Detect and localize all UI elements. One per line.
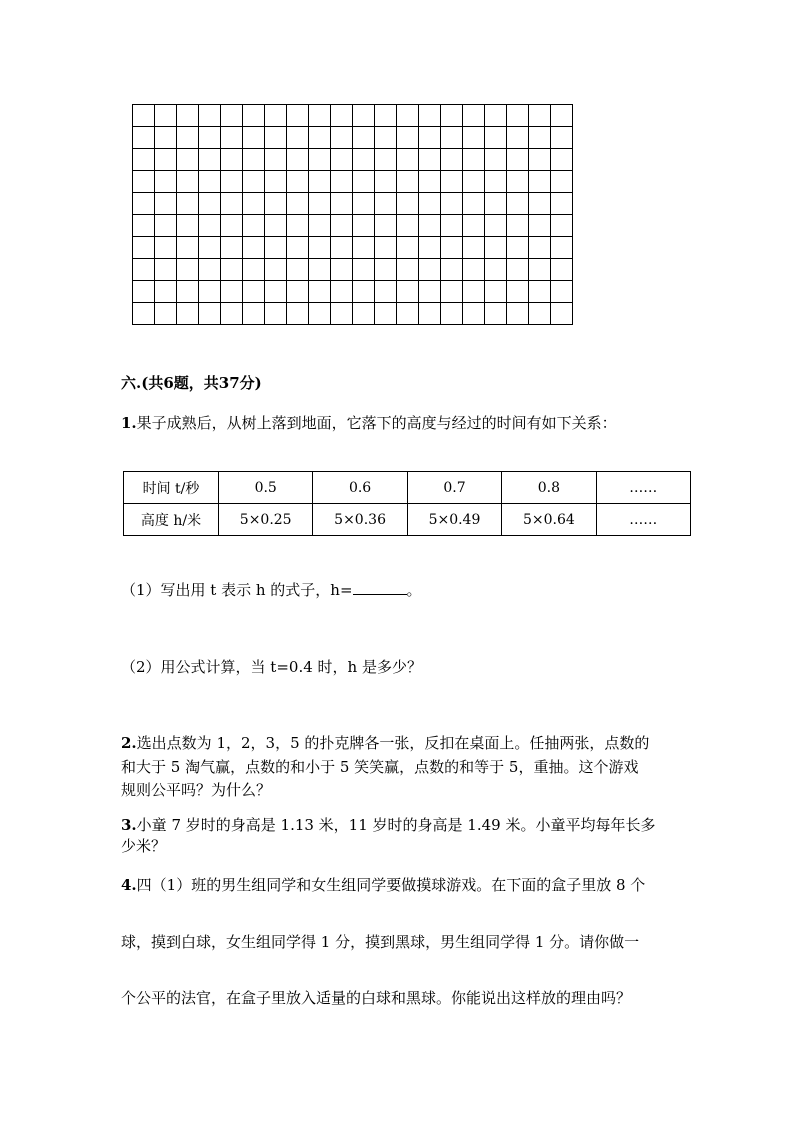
question-3-line-1 <box>121 815 655 835</box>
question-4-line-1 <box>121 875 645 895</box>
table-cell: …… <box>596 504 690 536</box>
question-2-line-1 <box>121 733 649 753</box>
table-cell: 0.8 <box>502 472 596 504</box>
table-cell: 5×0.25 <box>219 504 313 536</box>
question-1-text: 果子成熟后，从树上落到地面，它落下的高度与经过的时间有如下关系： <box>136 414 617 432</box>
question-3-number: 3. <box>121 816 137 834</box>
table-cell: 高度 h/米 <box>124 504 219 536</box>
question-3-line-2: 少米？ <box>121 837 167 855</box>
table-row <box>124 504 691 536</box>
section-title: 六.(共6题，共37分) <box>121 374 262 392</box>
table-cell: …… <box>596 472 690 504</box>
question-2-text: 选出点数为 1，2，3，5 的扑克牌各一张，反扣在桌面上。任抽两张，点数的 <box>136 734 650 752</box>
table-cell: 0.7 <box>407 472 501 504</box>
question-4-line-2: 球，摸到白球，女生组同学得 1 分，摸到黑球，男生组同学得 1 分。请你做一 <box>121 933 640 951</box>
table-cell: 5×0.36 <box>313 504 407 536</box>
question-4-text: 四（1）班的男生组同学和女生组同学要做摸球游戏。在下面的盒子里放 8 个 <box>136 876 646 894</box>
question-3-text: 小童 7 岁时的身高是 1.13 米，11 岁时的身高是 1.49 米。小童平均每年长多 <box>136 816 656 834</box>
question-2-number: 2. <box>121 734 137 752</box>
question-1-number: 1. <box>121 414 137 432</box>
table-cell: 0.6 <box>313 472 407 504</box>
question-2-line-2: 和大于 5 淘气赢，点数的和小于 5 笑笑赢，点数的和等于 5，重抽。这个游戏 <box>121 758 639 776</box>
time-height-table <box>123 471 691 536</box>
subquestion-1-text: （1）写出用 t 表示 h 的式子，h= <box>121 581 353 599</box>
subquestion-2: （2）用公式计算，当 t=0.4 时，h 是多少？ <box>121 658 422 676</box>
square-grid <box>132 104 573 325</box>
question-2-line-3: 规则公平吗？为什么？ <box>121 781 272 799</box>
question-4-number: 4. <box>121 876 137 894</box>
answer-blank[interactable] <box>353 580 407 595</box>
table-cell: 5×0.64 <box>502 504 596 536</box>
table-cell: 时间 t/秒 <box>124 472 219 504</box>
table-cell: 5×0.49 <box>407 504 501 536</box>
subquestion-1-suffix: 。 <box>406 581 422 599</box>
table-cell: 0.5 <box>219 472 313 504</box>
question-1 <box>121 413 617 433</box>
subquestion-1 <box>121 580 422 600</box>
question-4-line-3: 个公平的法官，在盒子里放入适量的白球和黑球。你能说出这样放的理由吗？ <box>121 989 632 1007</box>
table-row <box>124 472 691 504</box>
